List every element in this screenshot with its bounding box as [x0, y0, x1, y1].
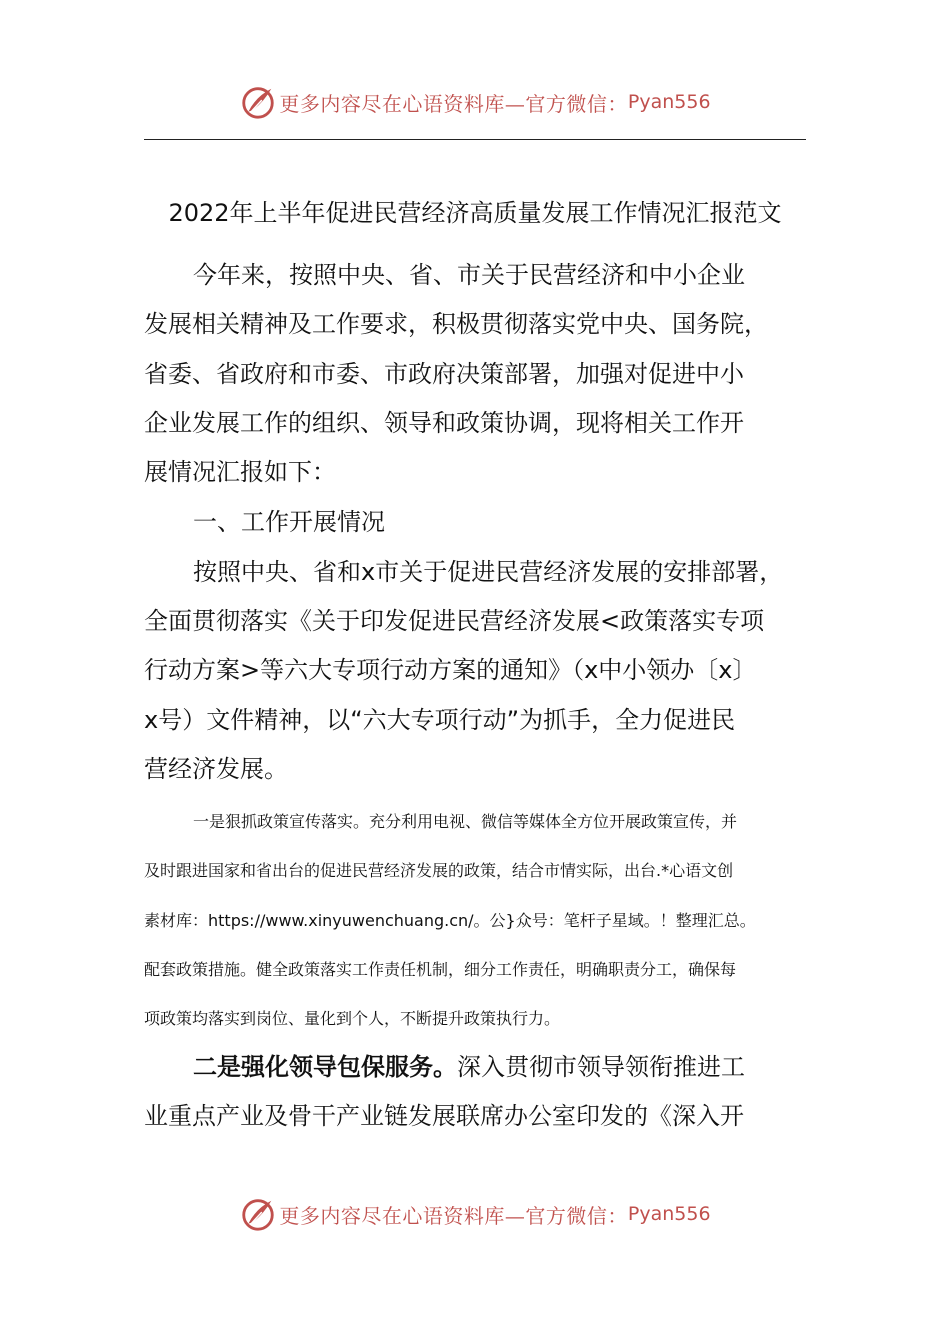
intro-line-5: 展情况汇报如下： [144, 458, 336, 486]
quill-logo-icon [239, 83, 277, 121]
footer-watermark-banner [0, 1194, 950, 1234]
intro-line-3: 省委、省政府和市委、市政府决策部署，加强对促进中小 [144, 360, 744, 388]
section1-line-4: x号）文件精神，以“六大专项行动”为抓手，全力促进民 [144, 706, 736, 734]
intro-line-1: 今年来，按照中央、省、市关于民营经济和中小企业 [193, 261, 745, 289]
header-divider [144, 139, 806, 140]
small-line-3: 素材库：https://www.xinyuwenchuang.cn/。公}众号：笔杆子星域。！整理汇总。 [144, 911, 756, 930]
small-line-5: 项政策均落实到岗位、量化到个人，不断提升政策执行力。 [144, 1009, 561, 1028]
header-watermark-banner [0, 82, 950, 122]
banner-text: 更多内容尽在心语资料库—官方微信： [279, 1203, 628, 1228]
point2-line-2: 业重点产业及骨干产业链发展联席办公室印发的《深入开 [144, 1102, 744, 1130]
small-line-2: 及时跟进国家和省出台的促进民营经济发展的政策，结合市情实际，出台.*心语文创 [144, 861, 734, 880]
point2-line-1 [193, 1049, 745, 1085]
small-line-1: 一是狠抓政策宣传落实。充分利用电视、微信等媒体全方位开展政策宣传，并 [193, 812, 738, 831]
section1-line-5: 营经济发展。 [144, 755, 288, 783]
document-title: 2022年上半年促进民营经济高质量发展工作情况汇报范文 [168, 199, 782, 227]
intro-line-2: 发展相关精神及工作要求，积极贯彻落实党中央、国务院， [144, 310, 768, 338]
banner-wechat-handle: Pyan556 [627, 91, 711, 113]
intro-line-4: 企业发展工作的组织、领导和政策协调，现将相关工作开 [144, 409, 744, 437]
point2-text: 深入贯彻市领导领衔推进工 [457, 1053, 745, 1081]
banner-text: 更多内容尽在心语资料库—官方微信： [279, 91, 628, 116]
section1-line-3: 行动方案>等六大专项行动方案的通知》（x中小领办〔x〕 [144, 656, 757, 684]
small-line-4: 配套政策措施。健全政策落实工作责任机制，细分工作责任，明确职责分工，确保每 [144, 960, 737, 979]
point2-heading: 二是强化领导包保服务。 [193, 1053, 457, 1081]
section1-line-2: 全面贯彻落实《关于印发促进民营经济发展<政策落实专项 [144, 607, 765, 635]
banner-wechat-handle: Pyan556 [627, 1203, 711, 1225]
section1-line-1: 按照中央、省和x市关于促进民营经济发展的安排部署， [193, 558, 784, 586]
quill-logo-icon [239, 1195, 277, 1233]
section-heading: 一、工作开展情况 [193, 508, 385, 536]
